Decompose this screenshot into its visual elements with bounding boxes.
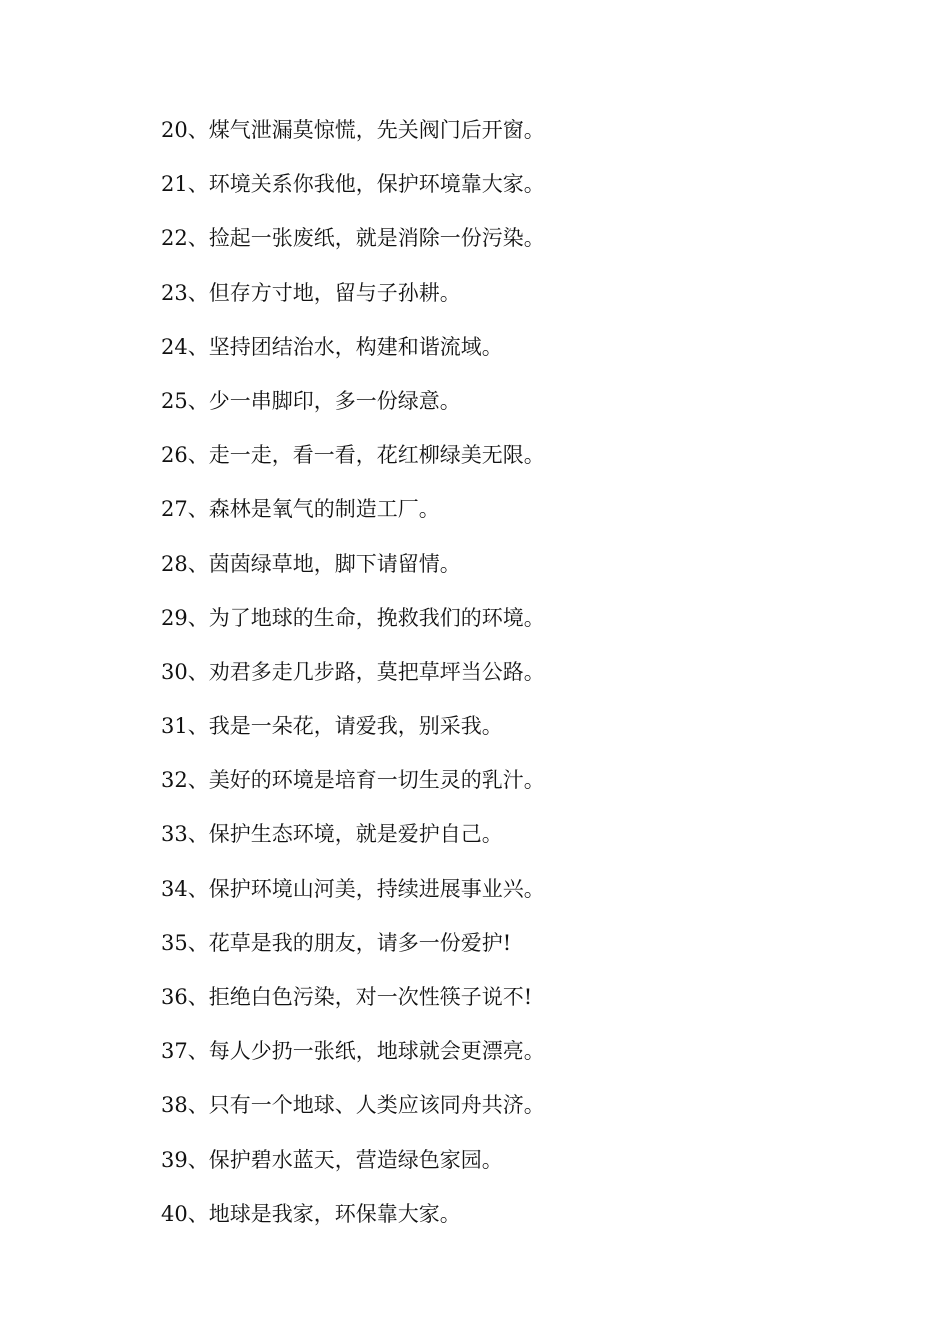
slogan-line: 28、茵茵绿草地，脚下请留情。 — [161, 551, 461, 576]
slogan-line: 37、每人少扔一张纸，地球就会更漂亮。 — [161, 1039, 545, 1064]
slogan-line: 32、美好的环境是培育一切生灵的乳汁。 — [161, 768, 545, 793]
slogan-line: 27、森林是氧气的制造工厂。 — [161, 497, 440, 522]
slogan-line: 33、保护生态环境，就是爱护自己。 — [161, 822, 503, 847]
slogan-line: 35、花草是我的朋友，请多一份爱护! — [161, 930, 512, 955]
slogan-line: 40、地球是我家，环保靠大家。 — [161, 1201, 461, 1226]
slogan-line: 21、环境关系你我他，保护环境靠大家。 — [161, 172, 545, 197]
slogan-line: 38、只有一个地球、人类应该同舟共济。 — [161, 1093, 545, 1118]
slogan-line: 31、我是一朵花，请爱我，别采我。 — [161, 714, 503, 739]
slogan-line: 36、拒绝白色污染，对一次性筷子说不! — [161, 985, 533, 1009]
slogan-list — [161, 112, 545, 1250]
slogan-line: 39、保护碧水蓝天，营造绿色家园。 — [161, 1147, 503, 1172]
slogan-line: 23、但存方寸地，留与子孙耕。 — [161, 280, 461, 305]
slogan-line: 34、保护环境山河美，持续进展事业兴。 — [161, 876, 545, 901]
slogan-line: 22、捡起一张废纸，就是消除一份污染。 — [161, 226, 545, 251]
slogan-line: 24、坚持团结治水，构建和谐流域。 — [161, 334, 503, 359]
slogan-line: 20、煤气泄漏莫惊慌，先关阀门后开窗。 — [161, 118, 545, 142]
slogan-line: 25、少一串脚印，多一份绿意。 — [161, 388, 461, 413]
slogan-line: 30、劝君多走几步路，莫把草坪当公路。 — [161, 659, 545, 684]
slogan-line: 26、走一走，看一看，花红柳绿美无限。 — [161, 443, 545, 468]
slogan-line: 29、为了地球的生命，挽救我们的环境。 — [161, 605, 545, 630]
